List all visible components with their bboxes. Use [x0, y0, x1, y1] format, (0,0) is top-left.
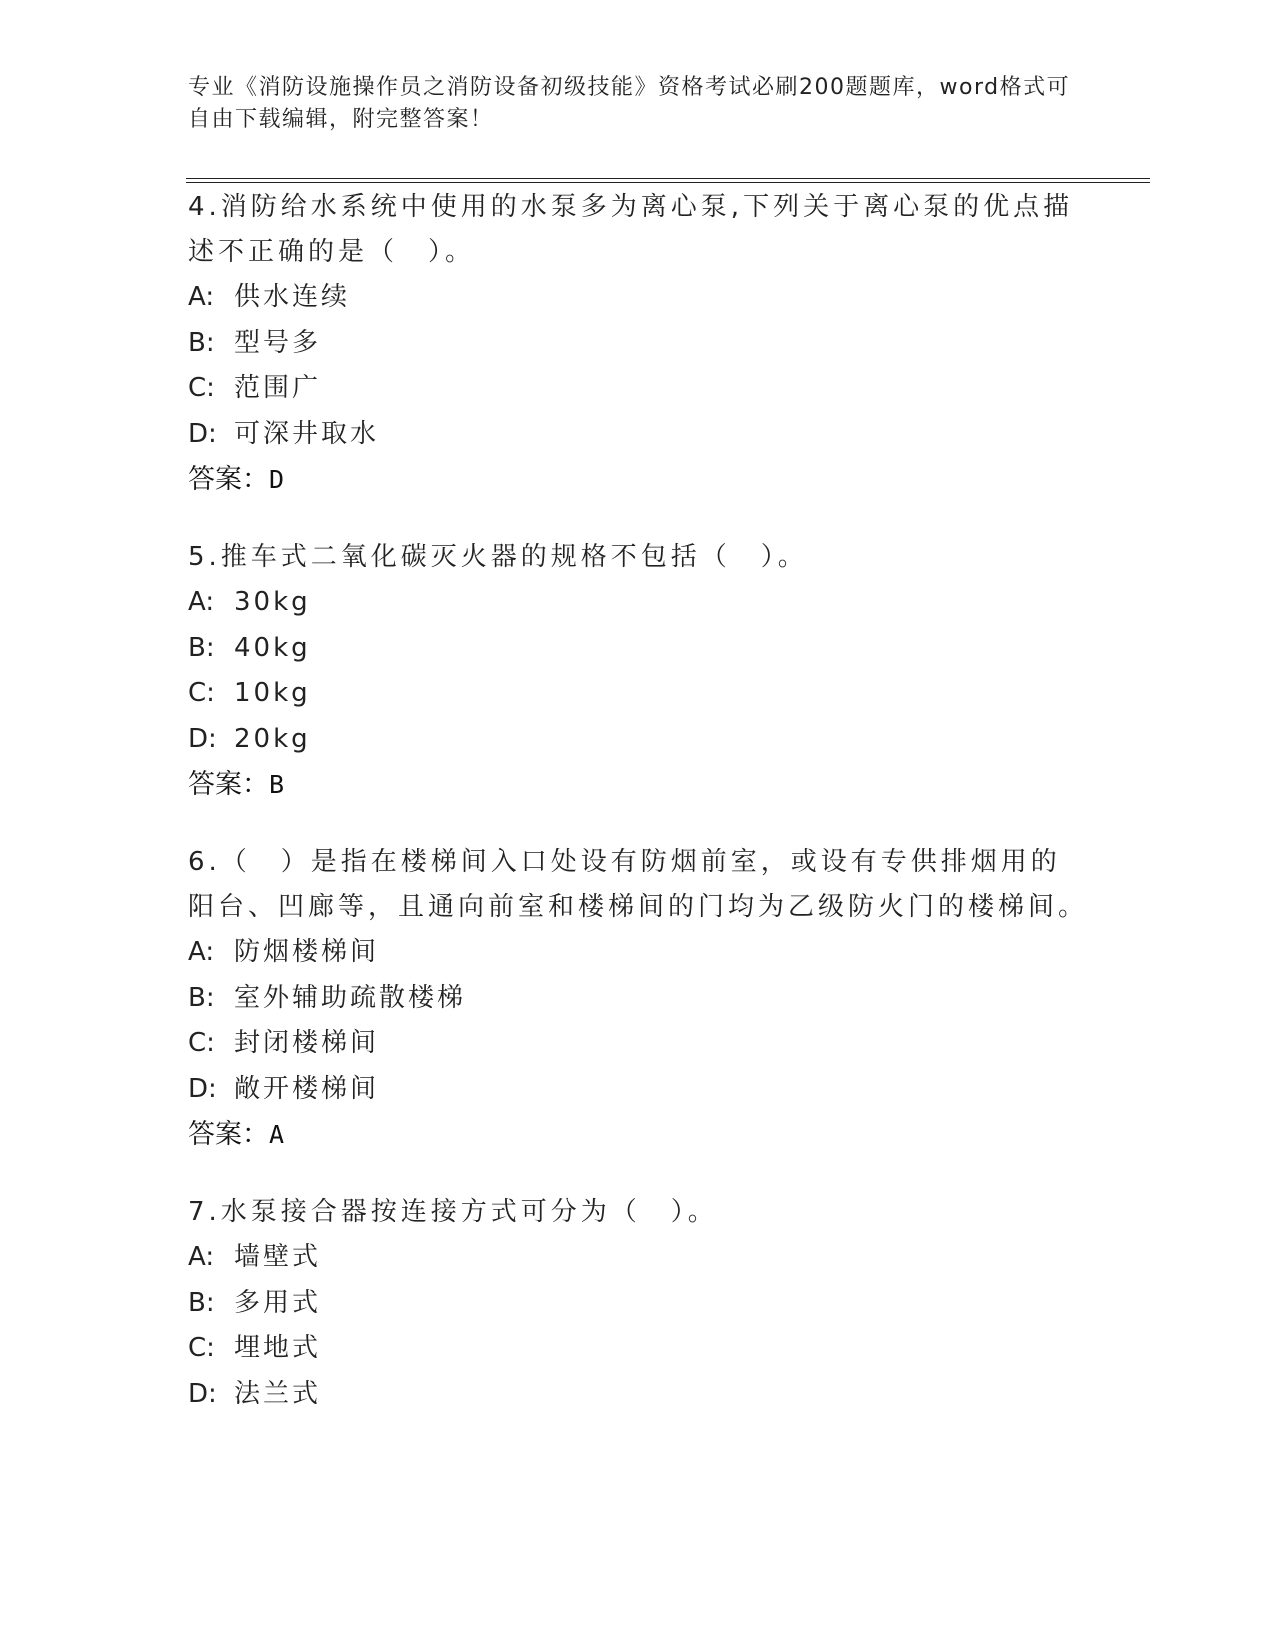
option-b [188, 1281, 1088, 1327]
option-text: 多用式 [234, 1287, 322, 1318]
answer-line [188, 1112, 1088, 1157]
option-text: 供水连续 [234, 282, 351, 312]
option-letter: A: [188, 587, 215, 617]
option-text: 埋地式 [234, 1333, 322, 1363]
option-letter: D: [188, 1378, 217, 1409]
option-letter: D: [188, 723, 217, 754]
option-text: 法兰式 [234, 1378, 322, 1409]
answer-label: 答案： [188, 769, 269, 800]
question-text: 6.（ ）是指在楼梯间入口处设有防烟前室，或设有专供排烟用的阳台、凹廊等，且通向前室和楼梯间的门均为乙级防火门的楼梯间。 [188, 847, 1089, 922]
option-text: 20kg [234, 723, 311, 754]
document-header: 专业《消防设施操作员之消防设备初级技能》资格考试必刷200题题库，word格式可自由下载编辑，附完整答案！ [188, 75, 1071, 132]
option-letter: D: [188, 418, 217, 449]
option-a [188, 1235, 1088, 1281]
option-text: 墙壁式 [234, 1242, 322, 1272]
option-a [188, 930, 1088, 976]
option-d [188, 717, 1088, 763]
answer-value: B [269, 770, 285, 799]
option-letter: D: [188, 1073, 217, 1104]
option-b [188, 321, 1088, 367]
option-text: 范围广 [234, 373, 322, 403]
question-7 [188, 1190, 1088, 1417]
question-5 [188, 535, 1088, 807]
option-d [188, 1372, 1088, 1418]
option-c [188, 1326, 1088, 1372]
answer-label: 答案： [188, 1119, 269, 1150]
question-text: 5.推车式二氧化碳灭火器的规格不包括（ ）。 [188, 542, 808, 572]
option-c [188, 366, 1088, 412]
question-text: 4.消防给水系统中使用的水泵多为离心泵,下列关于离心泵的优点描述不正确的是（ ）。 [188, 192, 1074, 267]
question-text: 7.水泵接合器按连接方式可分为（ ）。 [188, 1197, 718, 1227]
option-letter: C: [188, 1028, 215, 1058]
answer-label: 答案： [188, 464, 269, 495]
option-b [188, 976, 1088, 1022]
option-text: 40kg [234, 632, 311, 663]
option-d [188, 1067, 1088, 1113]
header-divider-bottom [186, 182, 1150, 183]
option-text: 室外辅助疏散楼梯 [234, 982, 467, 1013]
option-text: 敞开楼梯间 [234, 1073, 380, 1104]
option-text: 30kg [234, 587, 311, 617]
option-text: 封闭楼梯间 [234, 1028, 380, 1058]
answer-value: A [269, 1120, 285, 1149]
header-divider-top [186, 178, 1150, 179]
option-text: 型号多 [234, 327, 322, 358]
option-a [188, 580, 1088, 626]
question-6 [188, 840, 1088, 1157]
option-d [188, 412, 1088, 458]
option-letter: A: [188, 937, 215, 967]
answer-value: D [269, 465, 285, 494]
option-letter: A: [188, 1242, 215, 1272]
option-letter: B: [188, 982, 215, 1013]
option-b [188, 626, 1088, 672]
option-text: 10kg [234, 678, 311, 708]
option-letter: B: [188, 327, 215, 358]
option-letter: B: [188, 1287, 215, 1318]
option-text: 防烟楼梯间 [234, 937, 380, 967]
option-letter: C: [188, 678, 215, 708]
option-a [188, 275, 1088, 321]
answer-line [188, 457, 1088, 502]
option-letter: C: [188, 373, 215, 403]
option-c [188, 1021, 1088, 1067]
option-letter: C: [188, 1333, 215, 1363]
question-4 [188, 185, 1088, 502]
option-letter: B: [188, 632, 215, 663]
option-text: 可深井取水 [234, 418, 380, 449]
option-c [188, 671, 1088, 717]
answer-line [188, 762, 1088, 807]
option-letter: A: [188, 282, 215, 312]
